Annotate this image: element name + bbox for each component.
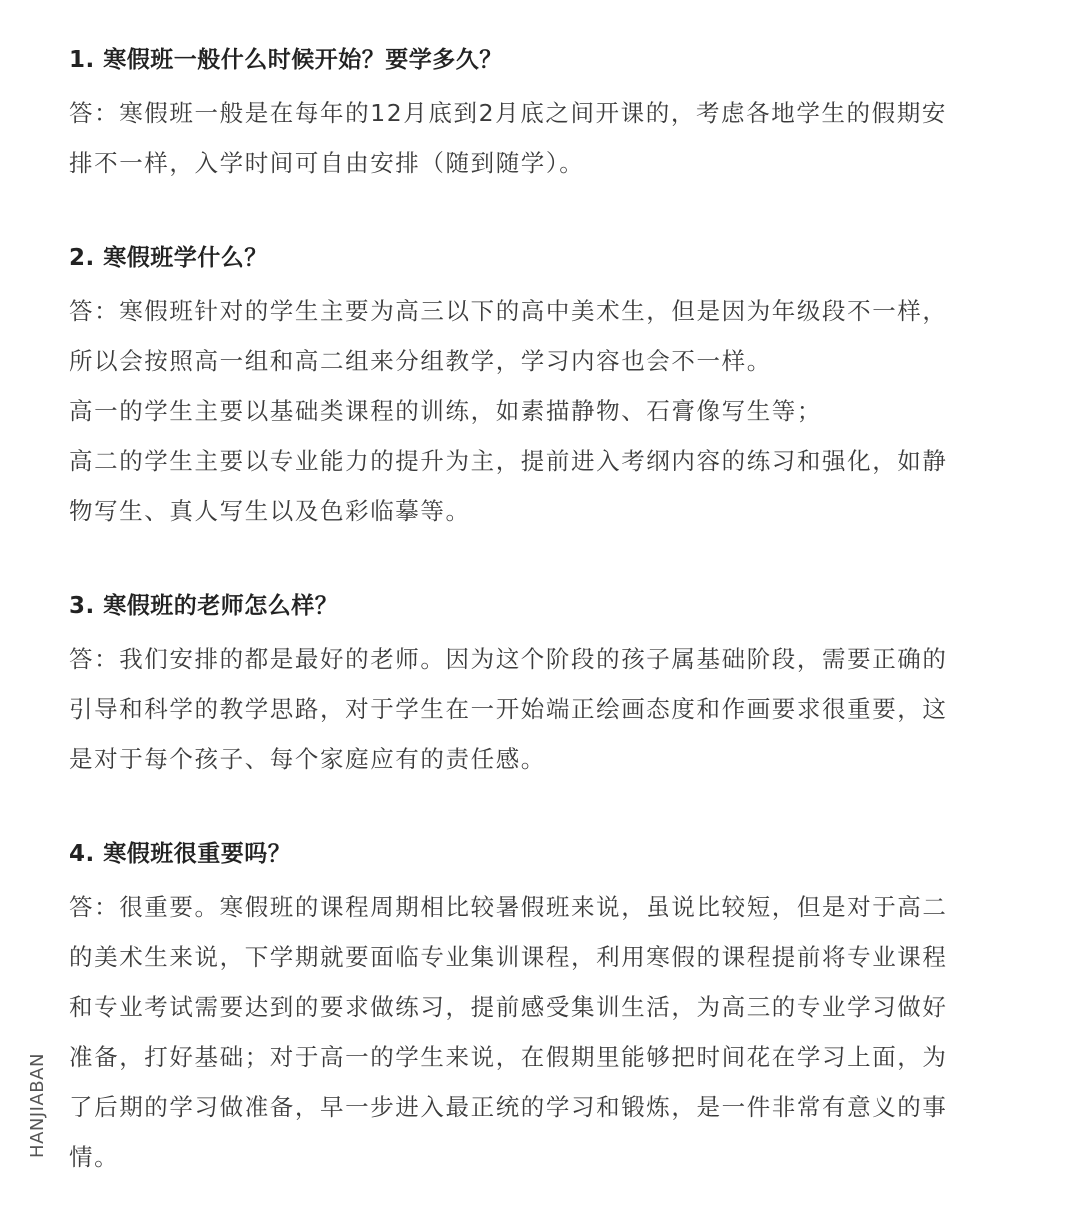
watermark [22, 1040, 52, 1170]
faq-answer-line: 答：寒假班一般是在每年的12月底到2月底之间开课的，考虑各地学生的假期安 [69, 99, 947, 127]
faq-item-3 [69, 586, 1054, 784]
faq-answer-line: 的美术生来说，下学期就要面临专业集训课程，利用寒假的课程提前将专业课程 [69, 943, 948, 971]
faq-answer-line: 高二的学生主要以专业能力的提升为主，提前进入考纲内容的练习和强化，如静 [69, 447, 948, 475]
faq-question: 3. 寒假班的老师怎么样？ [69, 593, 339, 619]
faq-answer-line: 准备，打好基础；对于高一的学生来说，在假期里能够把时间花在学习上面，为 [69, 1043, 948, 1071]
faq-answer-line: 了后期的学习做准备，早一步进入最正统的学习和锻炼，是一件非常有意义的事 [69, 1093, 948, 1121]
faq-answer-line: 答：很重要。寒假班的课程周期相比较暑假班来说，虽说比较短，但是对于高二 [69, 893, 948, 921]
faq-item-4 [69, 834, 1054, 1182]
faq-answer-line: 是对于每个孩子、每个家庭应有的责任感。 [69, 745, 546, 773]
faq-answer-line: 所以会按照高一组和高二组来分组教学，学习内容也会不一样。 [69, 347, 772, 375]
faq-question: 1. 寒假班一般什么时候开始？要学多久？ [69, 47, 503, 73]
faq-answer-line: 和专业考试需要达到的要求做练习，提前感受集训生活，为高三的专业学习做好 [69, 993, 948, 1021]
faq-question: 2. 寒假班学什么？ [69, 245, 268, 271]
faq-answer-line: 答：寒假班针对的学生主要为高三以下的高中美术生，但是因为年级段不一样， [69, 297, 948, 325]
faq-answer-line: 情。 [69, 1143, 120, 1171]
faq-answer-line: 答：我们安排的都是最好的老师。因为这个阶段的孩子属基础阶段，需要正确的 [69, 645, 948, 673]
faq-answer-line: 引导和科学的教学思路，对于学生在一开始端正绘画态度和作画要求很重要，这 [69, 695, 948, 723]
faq-answer-line: 高一的学生主要以基础类课程的训练，如素描静物、石膏像写生等； [69, 397, 822, 425]
faq-answer-line: 排不一样，入学时间可自由安排（随到随学）。 [69, 149, 585, 177]
faq-article [69, 40, 1054, 1232]
watermark-text: HANJIABAN [26, 1052, 48, 1158]
faq-item-1 [69, 40, 1054, 188]
faq-item-2 [69, 238, 1054, 536]
faq-question: 4. 寒假班很重要吗？ [69, 841, 292, 867]
faq-answer-line: 物写生、真人写生以及色彩临摹等。 [69, 497, 471, 525]
